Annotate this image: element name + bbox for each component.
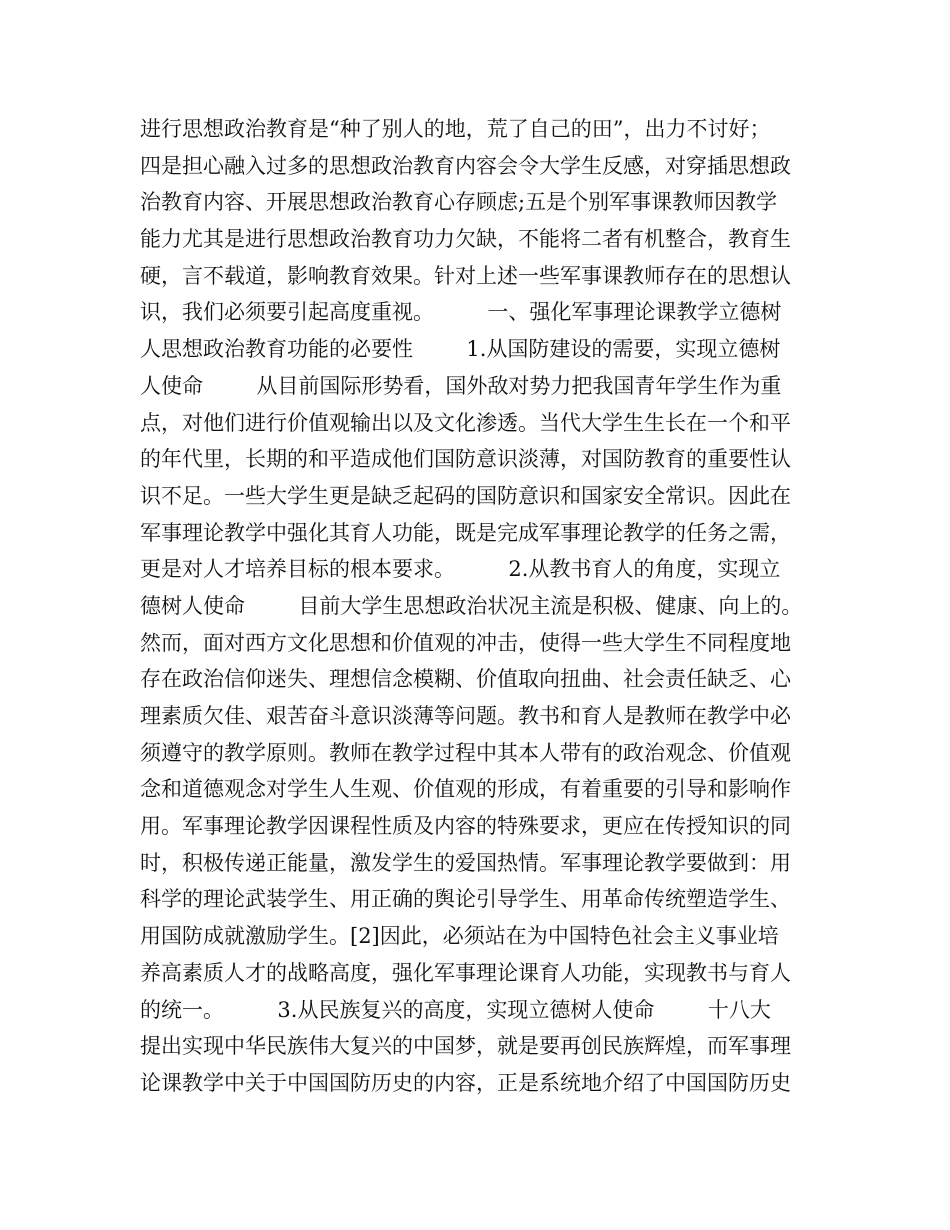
text-line: 人使命 从目前国际形势看，国外敌对势力把我国青年学生作为重: [140, 373, 782, 398]
body-text: [140, 111, 830, 1102]
text-line: 四是担心融入过多的思想政治教育内容会令大学生反感，对穿插思想政: [140, 153, 791, 178]
text-line: 识，我们必须要引起高度重视。 一、强化军事理论课教学立德树: [140, 300, 782, 325]
text-line: 理素质欠佳、艰苦奋斗意识淡薄等问题。教书和育人是教师在教学中必: [140, 704, 791, 728]
text-line: 点，对他们进行价值观输出以及文化渗透。当代大学生生长在一个和平: [140, 410, 791, 435]
text-line: 然而，面对西方文化思想和价值观的冲击，使得一些大学生不同程度地: [140, 630, 791, 655]
text-line: 能力尤其是进行思想政治教育功力欠缺，不能将二者有机整合，教育生: [140, 227, 791, 252]
text-line: 养高素质人才的战略高度，强化军事理论课育人功能，实现教书与育人: [140, 960, 791, 985]
text-line: 论课教学中关于中国国防历史的内容，正是系统地介绍了中国国防历史: [140, 1070, 791, 1095]
text-line: 科学的理论武装学生、用正确的舆论引导学生、用革命传统塑造学生、: [140, 887, 791, 912]
text-line: 更是对人才培养目标的根本要求。 2.从教书育人的角度，实现立: [140, 557, 781, 582]
text-line: 念和道德观念对学生人生观、价值观的形成，有着重要的引导和影响作: [140, 777, 791, 802]
text-line: 提出实现中华民族伟大复兴的中国梦，就是要再创民族辉煌，而军事理: [140, 1034, 791, 1059]
text-line: 的统一。 3.从民族复兴的高度，实现立德树人使命 十八大: [140, 997, 771, 1022]
text-line: 用国防成就激励学生。[2]因此，必须站在为中国特色社会主义事业培: [140, 924, 779, 949]
text-line: 须遵守的教学原则。教师在教学过程中其本人带有的政治观念、价值观: [140, 740, 791, 765]
text-line: 识不足。一些大学生更是缺乏起码的国防意识和国家安全常识。因此在: [140, 483, 791, 508]
text-line: 军事理论教学中强化其育人功能，既是完成军事理论教学的任务之需，: [140, 520, 791, 545]
text-line: 进行思想政治教育是“种了别人的地，荒了自己的田”，出力不讨好；: [140, 117, 771, 141]
text-line: 治教育内容、开展思想政治教育心存顾虑;五是个别军事课教师因教学: [140, 190, 778, 215]
text-line: 时，积极传递正能量，激发学生的爱国热情。军事理论教学要做到：用: [140, 850, 791, 875]
text-line: 用。军事理论教学因课程性质及内容的特殊要求，更应在传授知识的同: [140, 814, 791, 839]
text-line: 硬，言不载道，影响教育效果。针对上述一些军事课教师存在的思想认: [140, 263, 791, 288]
text-line: 人思想政治教育功能的必要性 1.从国防建设的需要，实现立德树: [140, 337, 781, 362]
text-line: 存在政治信仰迷失、理想信念模糊、价值取向扭曲、社会责任缺乏、心: [140, 667, 791, 692]
text-line: 的年代里，长期的和平造成他们国防意识淡薄，对国防教育的重要性认: [140, 447, 791, 472]
text-line: 德树人使命 目前大学生思想政治状况主流是积极、健康、向上的。: [140, 593, 803, 618]
